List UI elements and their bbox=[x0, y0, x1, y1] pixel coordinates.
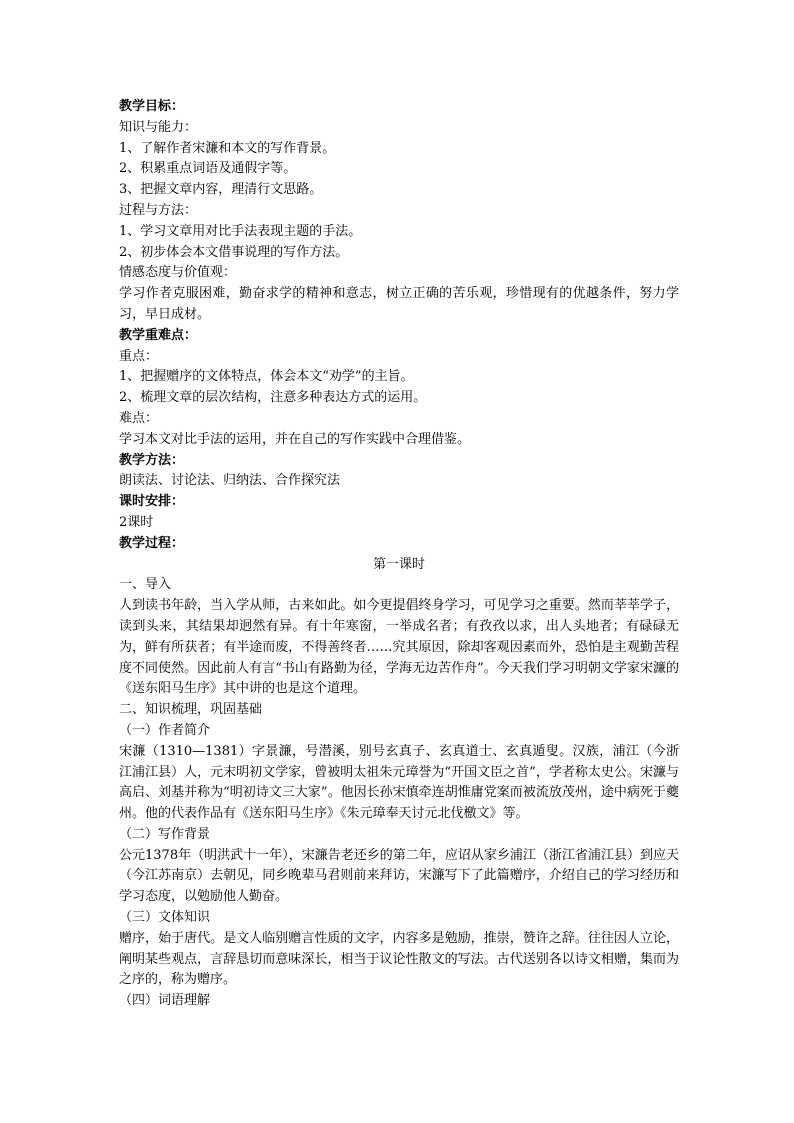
section-heading: 教学方法： bbox=[119, 452, 185, 468]
section-heading: 教学目标： bbox=[119, 99, 185, 114]
text-line: 难点： bbox=[119, 410, 159, 426]
text-line: （二）写作背景 bbox=[119, 826, 211, 842]
text-line: 赠序，始于唐代。是文人临别赠言性质的文字，内容多是勉励，推崇，赞许之辞。往往因人立论，阐明某些观点，言辞恳切而意味深长，相当于议论性散文的写法。古代送别各以诗文相赠，集而为之序的，称为赠序。 bbox=[119, 930, 679, 988]
text-line: 2、梳理文章的层次结构，注意多种表达方式的运用。 bbox=[119, 390, 427, 406]
text-line: 知识与能力： bbox=[119, 119, 198, 135]
text-line: 2、积累重点词语及通假字等。 bbox=[119, 161, 297, 177]
text-line: 2、初步体会本文借事说理的写作方法。 bbox=[119, 244, 349, 260]
text-line: （三）文体知识 bbox=[119, 910, 211, 926]
text-line: 重点： bbox=[119, 348, 159, 364]
document-body bbox=[119, 97, 679, 1012]
text-line: 1、把握赠序的文体特点，体会本文“劝学”的主旨。 bbox=[119, 369, 414, 385]
text-line: 一、导入 bbox=[119, 577, 172, 593]
text-line: 学习作者克服困难，勤奋求学的精神和意志，树立正确的苦乐观，珍惜现有的优越条件，努力学习，早日成材。 bbox=[119, 286, 679, 322]
text-line: 情感态度与价值观： bbox=[119, 265, 237, 281]
text-line: 2课时 bbox=[119, 514, 154, 530]
text-line: 学习本文对比手法的运用，并在自己的写作实践中合理借鉴。 bbox=[119, 431, 471, 447]
text-line: 1、了解作者宋濂和本文的写作背景。 bbox=[119, 140, 336, 156]
text-line: 1、学习文章用对比手法表现主题的手法。 bbox=[119, 223, 362, 239]
lesson-title: 第一课时 bbox=[372, 556, 425, 572]
text-line: 3、把握文章内容，理清行文思路。 bbox=[119, 182, 323, 198]
section-heading: 课时安排： bbox=[119, 494, 185, 510]
section-heading: 教学重难点： bbox=[119, 327, 198, 343]
text-line: （四）词语理解 bbox=[119, 993, 211, 1009]
text-line: 二、知识梳理，巩固基础 bbox=[119, 702, 263, 718]
text-line: 人到读书年龄，当入学从师，古来如此。如今更提倡终身学习，可见学习之重要。然而莘莘学子，读到头来，其结果却迥然有异。有十年寒窗，一举成名者；有孜孜以求，出人头地者；有碌碌无为，鲜有所获者；有半途而废，不得善终者……究其原因，除却客观因素而外，恐怕是主观勤苦程度不同使然。因此前人有言“书山有路勤为径，学海无边苦作舟”。今天我们学习明朝文学家宋濂的《送东阳马生序》其中讲的也是这个道理。 bbox=[119, 598, 679, 697]
text-line: 朗读法、讨论法、归纳法、合作探究法 bbox=[119, 473, 341, 489]
text-line: 宋濂（1310—1381）字景濂，号潜溪，别号玄真子、玄真道士、玄真遁叟。汉族，浦江（今浙江浦江县）人，元末明初文学家，曾被明太祖朱元璋誉为“开国文臣之首”，学者称太史公。宋濂与高启、刘基并称为“明初诗文三大家”。他因长孙宋慎牵连胡惟庸党案而被流放茂州，途中病死于夔州。他的代表作品有《送东阳马生序》《朱元璋奉天讨元北伐檄文》等。 bbox=[119, 743, 679, 822]
text-line: 过程与方法： bbox=[119, 202, 198, 218]
text-line: 公元1378年（明洪武十一年），宋濂告老还乡的第二年，应诏从家乡浦江（浙江省浦江县）到应天（今江苏南京）去朝见，同乡晚辈马君则前来拜访，宋濂写下了此篇赠序，介绍自己的学习经历和学习态度，以勉励他人勤奋。 bbox=[119, 847, 679, 905]
section-heading: 教学过程： bbox=[119, 535, 185, 551]
text-line: （一）作者简介 bbox=[119, 722, 211, 738]
